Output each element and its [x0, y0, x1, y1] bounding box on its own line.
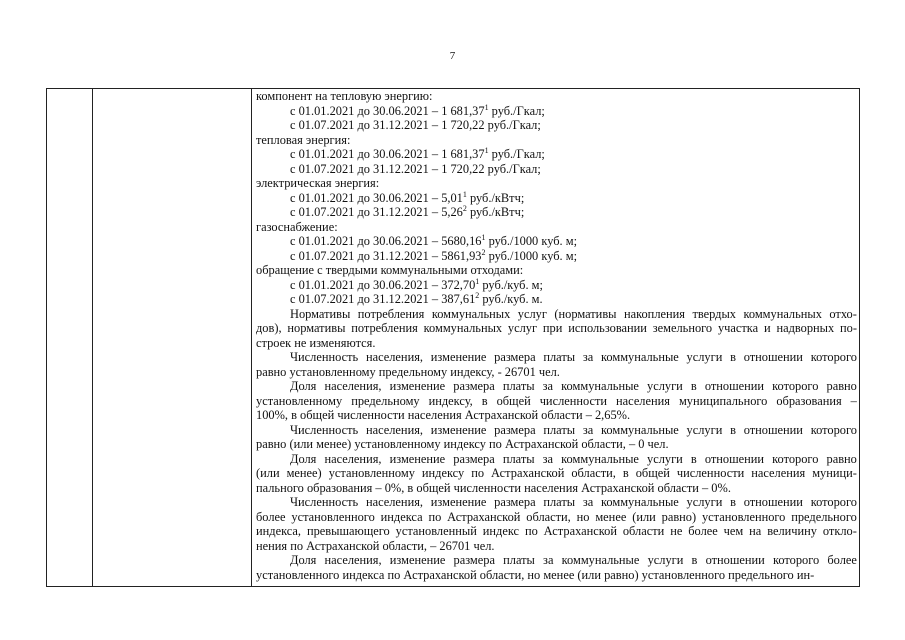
word: отношении — [704, 451, 765, 466]
word: (или — [632, 509, 656, 524]
word: услуги — [686, 495, 723, 509]
word: размера — [453, 451, 495, 466]
paragraph-line — [256, 452, 857, 467]
tariff-heading: тепловая энергия: — [256, 132, 351, 147]
word: коммунальных — [431, 306, 511, 321]
word: численности — [539, 393, 608, 408]
word: населения, — [365, 350, 423, 364]
paragraph-line — [256, 495, 857, 510]
word: населения, — [365, 422, 423, 437]
word: индекса, — [256, 524, 302, 538]
paragraph-line: нения по Астраханской области, – 26701 чел. — [256, 538, 495, 553]
word: индекс — [482, 524, 520, 538]
word: за — [543, 553, 554, 567]
column-divider — [251, 89, 252, 586]
word: платы — [543, 350, 576, 364]
word: твердых — [692, 306, 736, 321]
word: отхо- — [829, 306, 857, 321]
word: но — [576, 509, 590, 524]
word: услуги — [647, 451, 683, 466]
word: (или — [256, 466, 280, 480]
word: изменение — [389, 553, 446, 567]
word: использовании — [568, 321, 647, 335]
tariff-unit: руб./1000 куб. м; — [485, 248, 578, 263]
word: по- — [840, 321, 857, 335]
tariff-row — [256, 191, 857, 206]
word: равно — [826, 379, 857, 393]
word: участка — [717, 321, 759, 335]
word: более — [827, 553, 857, 567]
word: размера — [494, 350, 536, 364]
tariff-row — [256, 118, 857, 133]
word: размера — [494, 422, 536, 437]
word: населения, — [324, 553, 382, 567]
paragraph-line: строек не изменяются. — [256, 335, 376, 350]
tariff-row — [256, 292, 857, 307]
footnote-marker: 1 — [462, 189, 467, 199]
tariff-unit: руб./1000 куб. м; — [485, 234, 578, 248]
word: образования — [776, 393, 842, 408]
word: отношении — [743, 495, 803, 509]
word: коммунальные — [601, 495, 679, 509]
word: индексу — [421, 466, 465, 480]
word: коммунальные — [601, 422, 679, 437]
word: населения, — [324, 451, 382, 466]
word: равно) — [661, 509, 697, 524]
paragraph-line: пального образования – 0%, в общей численности населения Астраханской области – 0%. — [256, 480, 731, 495]
tariff-heading: электрическая энергия: — [256, 176, 380, 190]
word: которого — [810, 422, 857, 437]
word: коммунальные — [561, 451, 639, 466]
tariff-heading: обращение с твердыми коммунальными отходами: — [256, 263, 524, 277]
word: Доля — [290, 379, 317, 393]
word: предельного — [791, 509, 857, 524]
paragraph-line — [256, 394, 857, 409]
word: области — [622, 524, 665, 538]
word: потребления — [357, 306, 425, 321]
word: за — [582, 350, 594, 364]
word: нормативы — [287, 321, 346, 335]
paragraph — [256, 495, 857, 553]
word: муниципального — [678, 393, 768, 408]
word: на — [749, 524, 762, 538]
footnote-marker: 1 — [484, 145, 489, 155]
word: платы — [503, 553, 535, 567]
tariff-unit: руб./Гкал; — [488, 147, 545, 161]
tariff-period-value: с 01.01.2021 до 30.06.2021 – 5,01 — [290, 190, 463, 205]
word: области, — [526, 509, 571, 524]
word: которого — [772, 379, 819, 393]
word: отношении — [743, 422, 803, 437]
paragraph — [256, 553, 857, 582]
paragraph-line — [256, 350, 857, 365]
word: которого — [810, 350, 857, 364]
table-cell-text — [256, 89, 857, 586]
paragraph-line — [256, 510, 857, 525]
word: менее — [595, 509, 627, 524]
word: которого — [772, 451, 819, 466]
tariff-period-value: с 01.07.2021 до 31.12.2021 – 1 720,22 руб./Гкал; — [290, 118, 541, 132]
word: общей — [635, 466, 670, 480]
word: коммунальных — [423, 321, 503, 335]
paragraph — [256, 423, 857, 452]
page-number: 7 — [449, 50, 456, 62]
footnote-marker: 1 — [484, 102, 489, 112]
word: – — [850, 393, 857, 408]
paragraph-line — [256, 553, 857, 568]
word: платы — [543, 422, 576, 437]
word: изменение — [430, 495, 487, 509]
footnote-marker: 1 — [481, 232, 486, 242]
tariff-unit: руб./кВтч; — [466, 190, 525, 205]
word: и — [763, 321, 771, 335]
word: откло- — [822, 524, 857, 538]
word: населения, — [324, 379, 382, 393]
tariff-period-value: с 01.01.2021 до 30.06.2021 – 1 681,37 — [290, 147, 485, 161]
tariff-period-value: с 01.01.2021 до 30.06.2021 – 1 681,37 — [290, 103, 485, 118]
word: при — [542, 321, 563, 335]
word: за — [582, 422, 594, 437]
paragraph-line: установленного индекса по Астраханской области, но менее (или равно) установленного предельного ин- — [256, 567, 815, 582]
word: в — [730, 422, 736, 437]
word: населения — [751, 466, 806, 480]
word: величину — [767, 524, 817, 538]
word: по — [428, 509, 442, 524]
word: (нормативы — [554, 306, 617, 321]
word: Астраханской — [543, 524, 617, 538]
tariff-heading: газоснабжение: — [256, 219, 338, 234]
tariff-period-value: с 01.01.2021 до 30.06.2021 – 372,70 — [290, 277, 476, 292]
footnote-marker: 2 — [475, 290, 480, 300]
footnote-marker: 1 — [475, 276, 480, 286]
tariff-row — [256, 162, 857, 177]
word: в — [690, 379, 697, 393]
word: чем — [723, 524, 744, 538]
word: отношении — [705, 553, 765, 567]
word: потребления — [351, 321, 418, 335]
word: изменение — [389, 451, 446, 466]
word: по — [524, 524, 538, 538]
word: накопления — [623, 306, 685, 321]
word: Астраханской — [491, 466, 565, 480]
word: услуги — [686, 422, 723, 437]
tariff-period-value: с 01.01.2021 до 30.06.2021 – 5680,16 — [290, 234, 482, 248]
word: установленному — [328, 466, 415, 480]
word: Астраханской — [447, 509, 521, 524]
word: дов), — [256, 321, 282, 335]
paragraph-line — [256, 321, 857, 336]
word: за — [542, 379, 554, 393]
tariff-period-value: с 01.07.2021 до 31.12.2021 – 1 720,22 руб./Гкал; — [290, 161, 541, 176]
word: изменение — [430, 422, 487, 437]
word: в — [690, 451, 697, 466]
footnote-marker: 2 — [462, 203, 467, 213]
paragraph — [256, 379, 857, 423]
word: изменение — [389, 379, 446, 393]
paragraph-line: 100%, в общей численности населения Астраханской области – 2,65%. — [256, 408, 631, 422]
word: услуг — [517, 306, 547, 321]
word: менее) — [286, 466, 322, 480]
word: в — [481, 393, 488, 408]
tariff-unit: руб./кВтч; — [466, 205, 525, 219]
word: размера — [453, 553, 495, 567]
paragraph — [256, 307, 857, 351]
word: услуги — [647, 553, 684, 567]
paragraph-line — [256, 307, 857, 322]
word: которого — [810, 495, 857, 509]
word: индексу, — [428, 393, 473, 408]
footnote-marker: 2 — [481, 247, 486, 257]
tariff-row — [256, 147, 857, 162]
word: в — [691, 553, 698, 567]
word: установленного — [701, 509, 786, 524]
paragraph-line: равно установленному предельному индексу, - 26701 чел. — [256, 364, 560, 379]
word: области, — [571, 466, 616, 480]
word: Численность — [290, 350, 359, 364]
word: услуги — [647, 379, 683, 393]
word: земельного — [652, 321, 713, 335]
paragraph — [256, 452, 857, 496]
document-table — [46, 88, 860, 587]
word: в — [730, 350, 736, 364]
tariff-row — [256, 205, 857, 220]
word: изменение — [430, 350, 487, 364]
word: коммунальные — [561, 379, 639, 393]
word: не — [670, 524, 683, 538]
word: Доля — [290, 451, 317, 466]
word: равно — [826, 451, 857, 466]
tariff-unit: руб./Гкал; — [488, 103, 545, 118]
paragraph-line — [256, 379, 857, 394]
word: коммунальных — [743, 306, 822, 321]
tariff-period-value: с 01.07.2021 до 31.12.2021 – 5861,93 — [290, 248, 482, 263]
tariff-heading: компонент на тепловую энергию: — [256, 89, 433, 103]
word: установленный — [395, 524, 477, 538]
word: муници- — [812, 466, 857, 480]
word: населения — [616, 393, 670, 408]
tariff-row — [256, 104, 857, 119]
word: коммунальные — [561, 553, 640, 567]
paragraph-line — [256, 524, 857, 539]
word: общей — [496, 393, 531, 408]
tariff-period-value: с 01.07.2021 до 31.12.2021 – 5,26 — [290, 205, 463, 219]
column-divider — [92, 89, 93, 586]
word: в — [730, 495, 736, 509]
word: которого — [772, 553, 820, 567]
word: коммунальные — [601, 350, 679, 364]
word: предельному — [351, 393, 420, 408]
word: превышающего — [306, 524, 390, 538]
word: Численность — [290, 495, 359, 509]
word: за — [582, 495, 594, 509]
tariff-row — [256, 249, 857, 264]
word: Численность — [290, 422, 359, 437]
word: платы — [502, 379, 535, 393]
word: платы — [543, 495, 576, 509]
word: Нормативы — [290, 306, 351, 321]
word: Доля — [290, 553, 317, 567]
word: численности — [676, 466, 745, 480]
tariff-unit: руб./куб. м. — [479, 292, 543, 306]
tariff-period-value: с 01.07.2021 до 31.12.2021 – 387,61 — [290, 292, 476, 306]
paragraph-line — [256, 466, 857, 481]
word: отношении — [704, 379, 765, 393]
tariff-unit: руб./куб. м; — [479, 277, 543, 292]
word: отношении — [743, 350, 803, 364]
word: более — [688, 524, 718, 538]
tariff-row — [256, 278, 857, 293]
word: услуг — [507, 321, 538, 335]
word: по — [471, 466, 485, 480]
word: в — [622, 466, 629, 480]
word: услуги — [686, 350, 723, 364]
word: установленному — [256, 393, 343, 408]
word: платы — [502, 451, 535, 466]
word: надворных — [776, 321, 835, 335]
word: за — [542, 451, 554, 466]
word: индекса — [380, 509, 423, 524]
paragraph-line: равно (или менее) установленному индексу по Астраханской области, – 0 чел. — [256, 437, 669, 451]
tariff-row — [256, 234, 857, 249]
paragraph-line — [256, 423, 857, 438]
word: установленного — [291, 509, 375, 524]
paragraph — [256, 350, 857, 379]
word: размера — [453, 379, 495, 393]
word: населения, — [365, 495, 423, 509]
word: более — [256, 509, 286, 524]
word: размера — [494, 495, 536, 509]
